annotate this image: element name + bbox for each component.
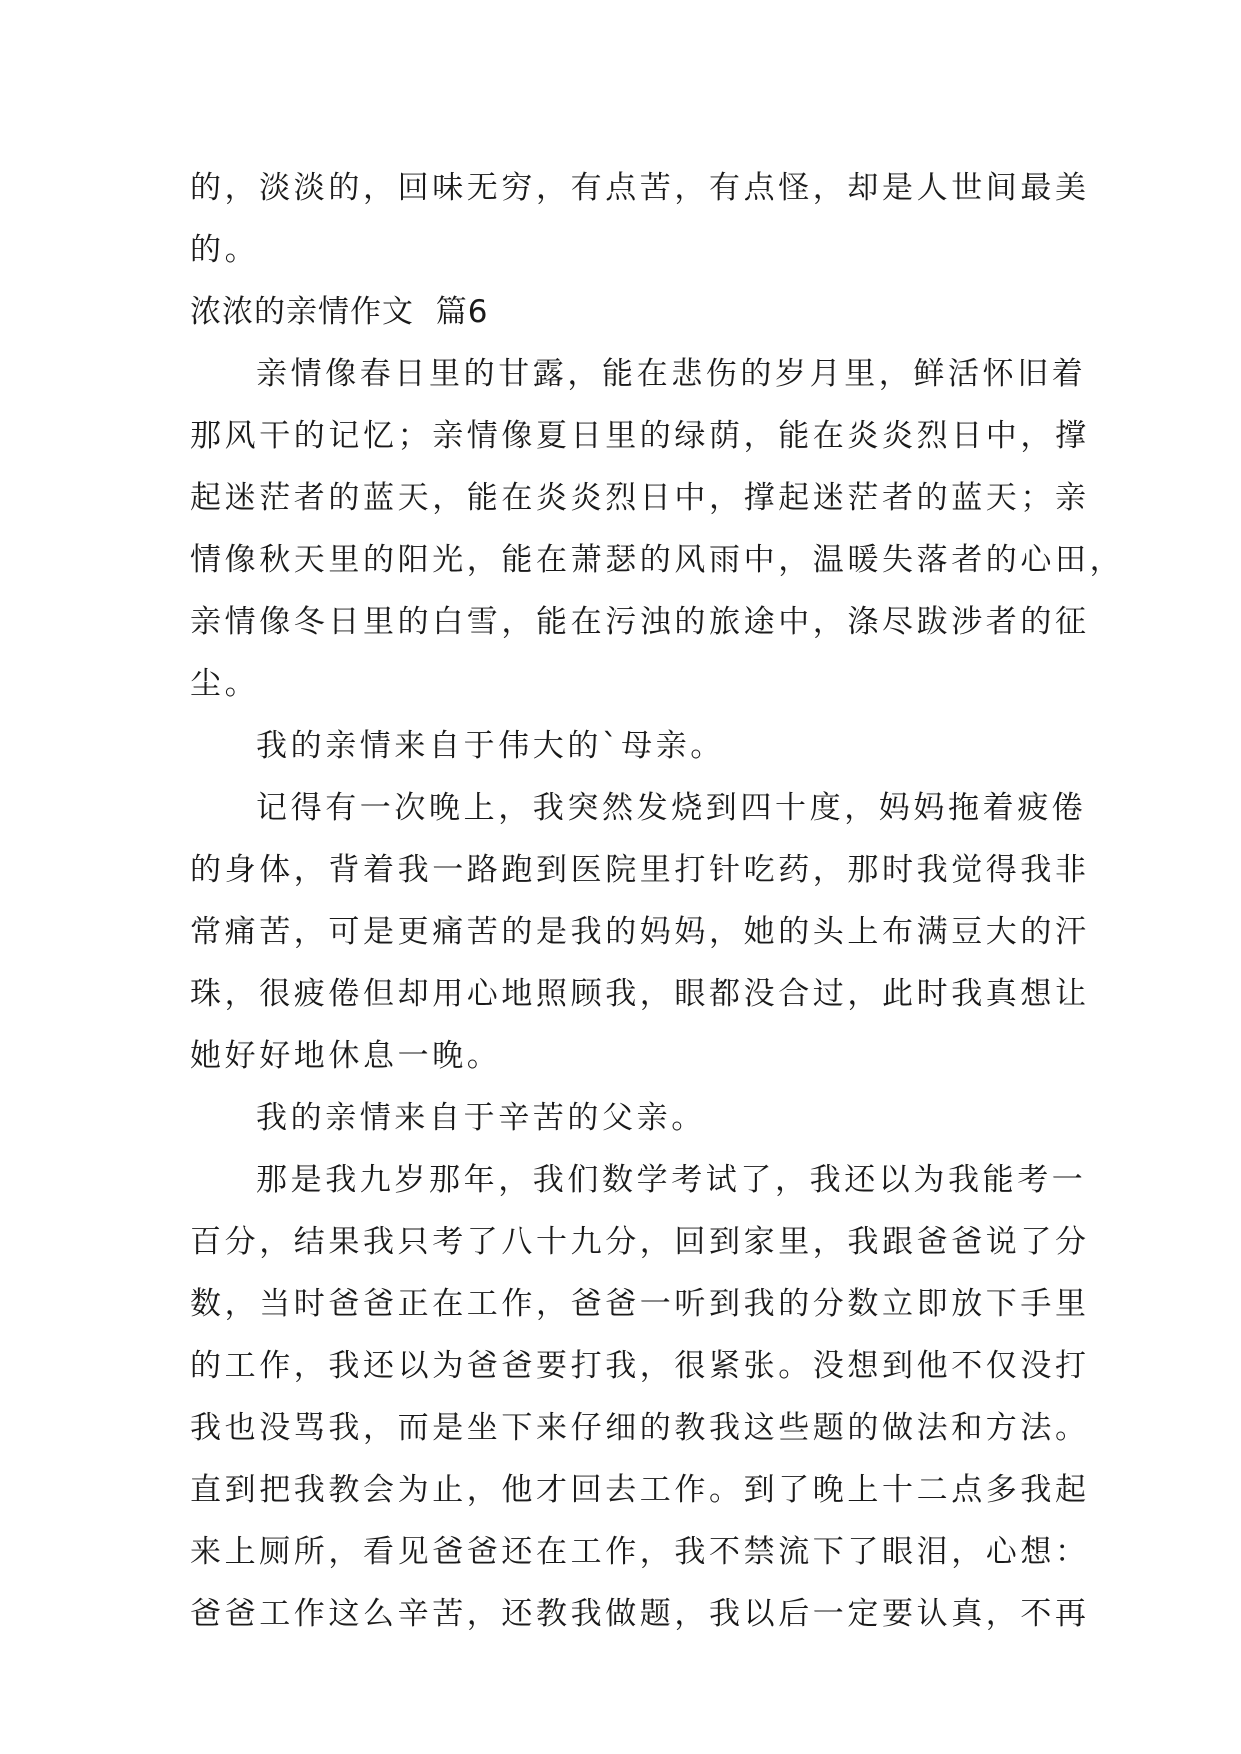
text-line: 尘。 — [190, 666, 260, 702]
text-line: 的身体，背着我一路跑到医院里打针吃药，那时我觉得我非 — [190, 852, 1090, 888]
paragraph-father-intro — [190, 1087, 1060, 1149]
text-line: 那是我九岁那年，我们数学考试了，我还以为我能考一 — [256, 1162, 1087, 1198]
text-line: 爸爸工作这么辛苦，还教我做题，我以后一定要认真，不再 — [190, 1596, 1090, 1632]
paragraph-seasons — [190, 343, 1125, 715]
text-line: 情像秋天里的阳光，能在萧瑟的风雨中，温暖失落者的心田， — [190, 542, 1125, 578]
paragraph-father-story — [190, 1149, 1090, 1645]
paragraph-mother-story — [190, 777, 1090, 1087]
paragraph-mother-intro — [190, 715, 1060, 777]
text-line: 珠，很疲倦但却用心地照顾我，眼都没合过，此时我真想让 — [190, 976, 1090, 1012]
text-line: 的。 — [190, 232, 260, 268]
document-body — [190, 157, 1125, 1645]
text-line: 我也没骂我，而是坐下来仔细的教我这些题的做法和方法。 — [190, 1410, 1090, 1446]
text-line: 的，淡淡的，回味无穷，有点苦，有点怪，却是人世间最美 — [190, 170, 1090, 206]
section-heading: 浓浓的亲情作文 篇6 — [190, 294, 489, 330]
paragraph-continuation — [190, 157, 1090, 281]
text-line: 直到把我教会为止，他才回去工作。到了晚上十二点多我起 — [190, 1472, 1090, 1508]
text-line: 我的亲情来自于辛苦的父亲。 — [256, 1100, 706, 1136]
text-line: 那风干的记忆；亲情像夏日里的绿荫，能在炎炎烈日中，撑 — [190, 418, 1090, 454]
text-line: 她好好地休息一晚。 — [190, 1038, 502, 1074]
text-line: 常痛苦，可是更痛苦的是我的妈妈，她的头上布满豆大的汗 — [190, 914, 1090, 950]
text-line: 起迷茫者的蓝天，能在炎炎烈日中，撑起迷茫者的蓝天；亲 — [190, 480, 1090, 516]
text-line: 数，当时爸爸正在工作，爸爸一听到我的分数立即放下手里 — [190, 1286, 1090, 1322]
text-line: 我的亲情来自于伟大的`母亲。 — [256, 728, 725, 764]
text-line: 的工作，我还以为爸爸要打我，很紧张。没想到他不仅没打 — [190, 1348, 1090, 1384]
text-line: 亲情像冬日里的白雪，能在污浊的旅途中，涤尽跋涉者的征 — [190, 604, 1090, 640]
text-line: 百分，结果我只考了八十九分，回到家里，我跟爸爸说了分 — [190, 1224, 1090, 1260]
text-line: 记得有一次晚上，我突然发烧到四十度，妈妈拖着疲倦 — [256, 790, 1087, 826]
text-line: 亲情像春日里的甘露，能在悲伤的岁月里，鲜活怀旧着 — [256, 356, 1087, 392]
text-line: 来上厕所，看见爸爸还在工作，我不禁流下了眼泪，心想： — [190, 1534, 1090, 1570]
